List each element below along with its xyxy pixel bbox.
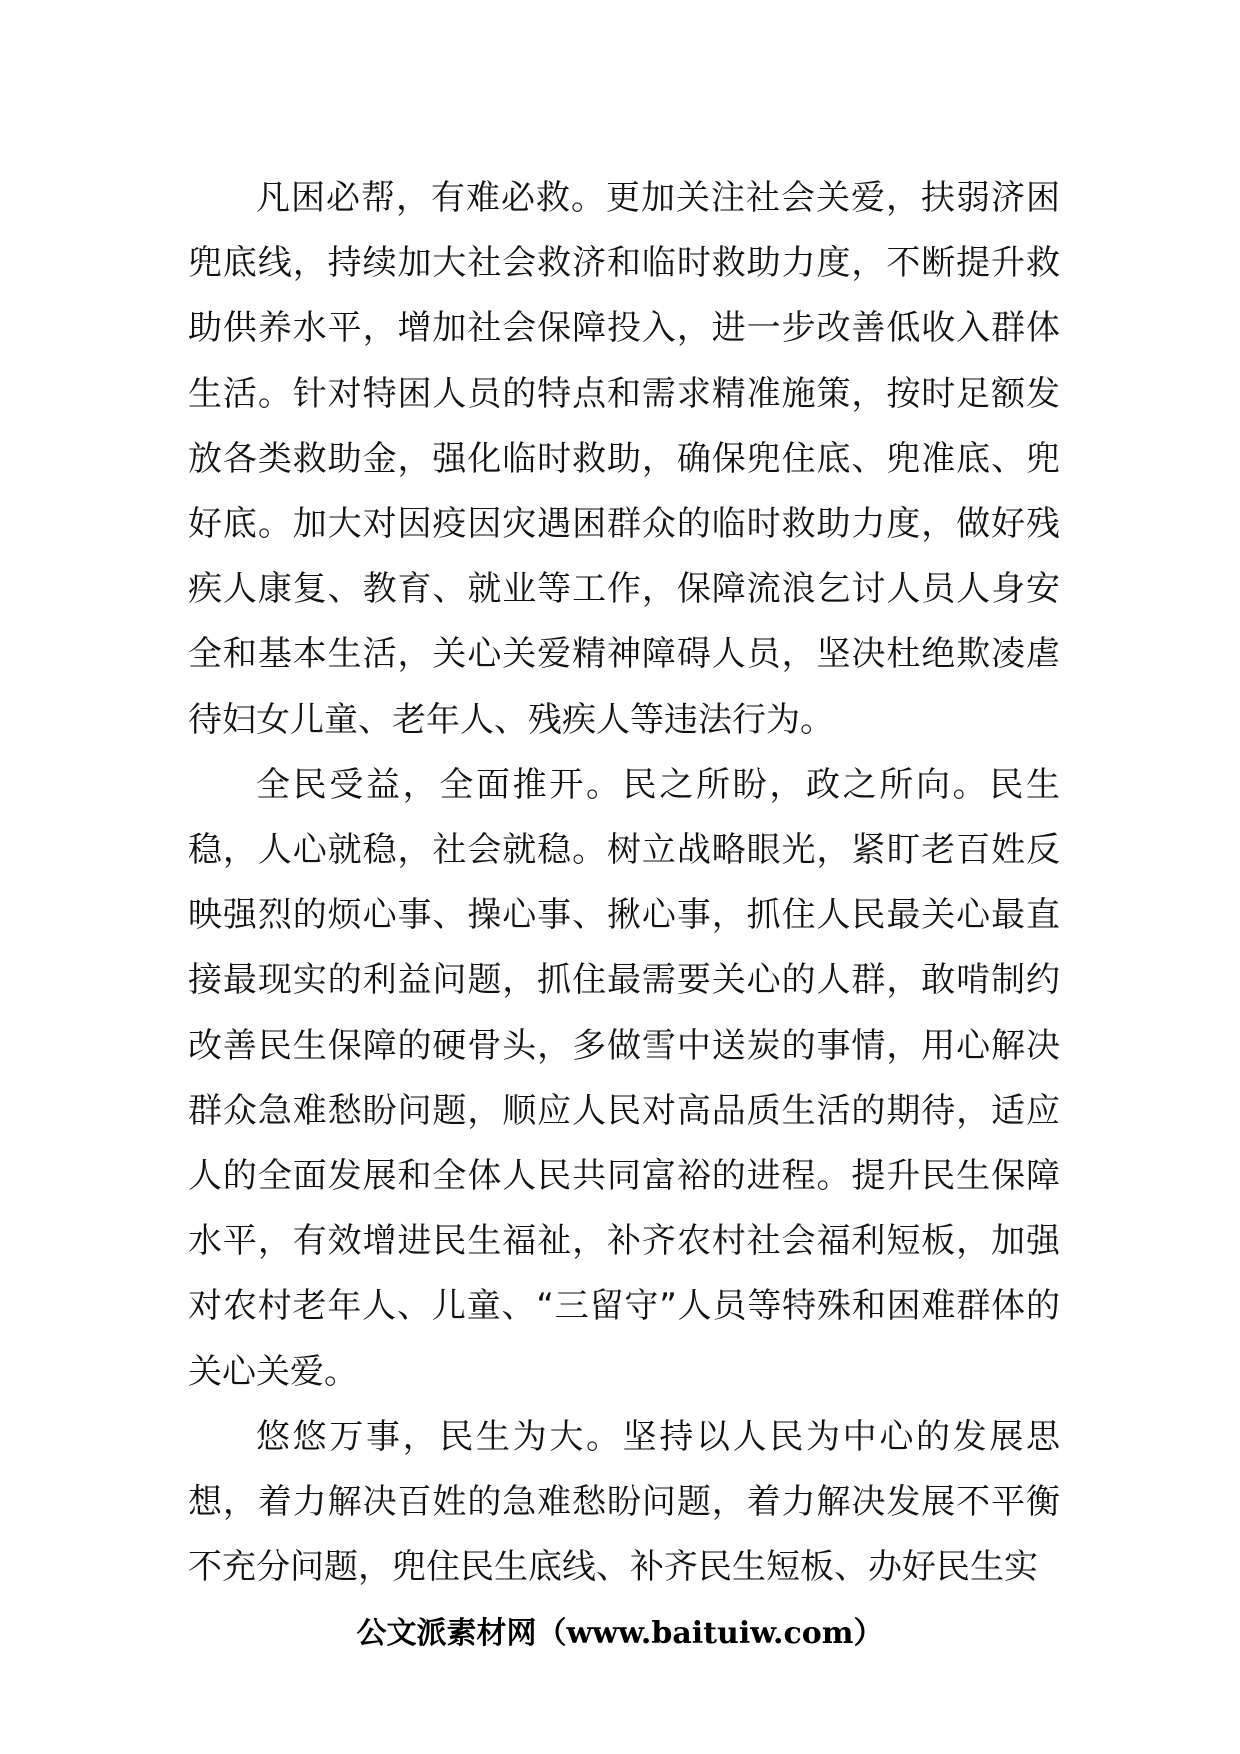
paragraph-2: 全民受益，全面推开。民之所盼，政之所向。民生稳，人心就稳，社会就稳。树立战略眼光，紧盯老百姓反映强烈的烦心事、操心事、揪心事，抓住人民最关心最直接最现实的利益问题，抓住最需要关心的人群，敢啃制约改善民生保障的硬骨头，多做雪中送炭的事情，用心解决群众急难愁盼问题，顺应人民对高品质生活的期待，适应人的全面发展和全体人民共同富裕的进程。提升民生保障水平，有效增进民生福祉，补齐农村社会福利短板，加强对农村老年人、儿童、“三留守”人员等特殊和困难群体的关心关爱。 bbox=[188, 764, 1060, 1392]
paragraph-3: 悠悠万事，民生为大。坚持以人民为中心的发展思想，着力解决百姓的急难愁盼问题，着力解决发展不平衡不充分问题，兜住民生底线、补齐民生短板、办好民生实 bbox=[188, 1416, 1060, 1588]
page-footer-watermark: 公文派素材网（www.baituiw.com） bbox=[356, 1616, 884, 1651]
paragraph-1: 凡困必帮，有难必救。更加关注社会关爱，扶弱济困兜底线，持续加大社会救济和临时救助力度，不断提升救助供养水平，增加社会保障投入，进一步改善低收入群体生活。针对特困人员的特点和需求精准施策，按时足额发放各类救助金，强化临时救助，确保兜住底、兜准底、兜好底。加大对因疫因灾遇困群众的临时救助力度，做好残疾人康复、教育、就业等工作，保障流浪乞讨人员人身安全和基本生活，关心关爱精神障碍人员，坚决杜绝欺凌虐待妇女儿童、老年人、残疾人等违法行为。 bbox=[188, 178, 1060, 740]
document-body bbox=[188, 166, 1060, 1600]
